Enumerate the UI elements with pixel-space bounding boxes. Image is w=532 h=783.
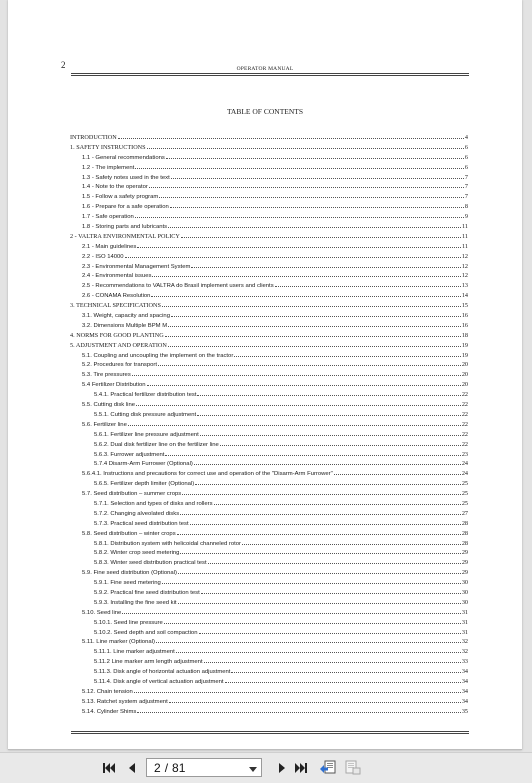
toc-entry-page: 22: [461, 401, 468, 409]
toc-entry-label: 5.6.1. Fertilizer line pressure adjustment: [94, 431, 199, 438]
toc-entry[interactable]: [70, 172, 468, 182]
toc-leader-dots: [151, 290, 460, 297]
toc-leader-dots: [164, 617, 461, 624]
toc-entry[interactable]: [70, 320, 468, 330]
toc-entry[interactable]: [70, 439, 468, 449]
toc-leader-dots: [208, 557, 461, 564]
toc-entry-page: 13: [461, 282, 468, 290]
go-back-view-icon[interactable]: [319, 761, 337, 775]
toc-leader-dots: [168, 221, 461, 228]
toc-leader-dots: [149, 181, 464, 188]
toc-entry[interactable]: [70, 399, 468, 409]
toc-entry-page: 34: [461, 677, 468, 685]
footer-divider: [71, 731, 469, 734]
toc-entry[interactable]: [70, 636, 468, 646]
toc-entry-label: 1.5 - Follow a safety program: [82, 194, 159, 201]
toc-leader-dots: [171, 172, 464, 179]
toc-entry-page: 29: [461, 549, 468, 557]
toc-entry-label: 5.6.4.1. Instructions and precautions for correct use and operation of the "Disarm-Arm Furrower": [82, 471, 333, 478]
toc-entry[interactable]: [70, 152, 468, 162]
last-page-icon[interactable]: [294, 761, 308, 775]
toc-leader-dots: [135, 162, 464, 169]
toc-entry-page: 20: [461, 381, 468, 389]
toc-leader-dots: [136, 399, 461, 406]
toc-entry[interactable]: [70, 468, 468, 478]
toc-leader-dots: [231, 666, 460, 673]
toc-entry[interactable]: [70, 478, 468, 488]
toc-leader-dots: [165, 449, 460, 456]
toc-leader-dots: [166, 152, 464, 159]
toc-entry-page: 25: [461, 490, 468, 498]
toc-entry-page: 16: [461, 321, 468, 329]
chevron-down-icon[interactable]: [249, 763, 257, 777]
toc-entry-label: 5.2. Procedures for transport: [82, 362, 157, 369]
toc-entry-label: 1.7 - Safe operation: [82, 214, 134, 221]
toc-entry[interactable]: [70, 508, 468, 518]
toc-entry[interactable]: [70, 261, 468, 271]
toc-leader-dots: [178, 567, 461, 574]
toc-entry[interactable]: [70, 231, 468, 241]
toc-entry-page: 11: [462, 223, 468, 231]
toc-entry[interactable]: [70, 617, 468, 627]
toc-leader-dots: [132, 369, 461, 376]
toc-entry-page: 19: [461, 341, 468, 349]
toc-leader-dots: [165, 330, 461, 337]
toc-leader-dots: [134, 686, 461, 693]
toc-leader-dots: [197, 409, 461, 416]
toc-entry-page: 30: [461, 588, 468, 596]
toc-entry[interactable]: [70, 201, 468, 211]
toc-entry[interactable]: [70, 449, 468, 459]
toc-entry[interactable]: [70, 627, 468, 637]
toc-entry-label: 1.6 - Prepare for a safe operation: [82, 204, 169, 211]
toc-entry[interactable]: [70, 221, 468, 231]
toc-entry-page: 27: [461, 509, 468, 517]
toc-entry-page: 22: [461, 391, 468, 399]
current-page-value[interactable]: 2: [154, 760, 161, 775]
page-number-field[interactable]: [146, 758, 262, 777]
toc-entry[interactable]: [70, 251, 468, 261]
toc-entry[interactable]: [70, 686, 468, 696]
toc-entry-page: 31: [461, 608, 468, 616]
toc-entry-page: 18: [461, 331, 468, 339]
go-forward-view-icon[interactable]: [344, 761, 362, 775]
toc-leader-dots: [152, 270, 460, 277]
toc-entry-label: 5.11.1. Line marker adjustment: [94, 649, 175, 656]
toc-entry[interactable]: [70, 587, 468, 597]
toc-entry[interactable]: [70, 270, 468, 280]
toc-entry[interactable]: [70, 577, 468, 587]
table-of-contents: [70, 132, 468, 716]
toc-entry-label: 5.13. Ratchet system adjustment: [82, 698, 168, 705]
toc-leader-dots: [156, 636, 461, 643]
toc-entry[interactable]: [70, 369, 468, 379]
toc-leader-dots: [182, 488, 461, 495]
toc-entry[interactable]: [70, 419, 468, 429]
toc-entry[interactable]: [70, 518, 468, 528]
toc-entry-label: 5.1. Coupling and uncoupling the implement on the tractor: [82, 352, 234, 359]
toc-entry-label: 5.8.2. Winter crop seed metering: [94, 550, 180, 557]
toc-entry[interactable]: [70, 310, 468, 320]
toc-entry-label: 5.8.1. Distribution system with helicoidal channeled rotor: [94, 540, 242, 547]
toc-entry-label: 2 - VALTRA ENVIRONMENTAL POLICY: [70, 232, 180, 240]
toc-leader-dots: [158, 359, 461, 366]
toc-leader-dots: [159, 191, 464, 198]
toc-leader-dots: [201, 587, 461, 594]
toc-entry-label: 2.4 - Environmental issues: [82, 273, 152, 280]
toc-entry-page: 6: [464, 143, 468, 151]
toc-entry-page: 29: [461, 569, 468, 577]
header-divider: [71, 73, 469, 76]
toc-entry-label: 5.7.3. Practical seed distribution test: [94, 520, 189, 527]
toc-entry-label: 5.9. Fine seed distribution (Optional): [82, 570, 177, 577]
first-page-icon[interactable]: [102, 761, 116, 775]
toc-entry-page: 30: [461, 598, 468, 606]
toc-entry-page: 16: [461, 312, 468, 320]
toc-entry-page: 20: [461, 361, 468, 369]
total-pages-value: 81: [172, 760, 186, 775]
toc-entry-page: 8: [464, 203, 468, 211]
toc-entry-page: 34: [461, 697, 468, 705]
toc-entry-label: 4. NORMS FOR GOOD PLANTING: [70, 331, 164, 339]
toc-entry[interactable]: [70, 656, 468, 666]
toc-entry-label: 5. ADJUSTMENT AND OPERATION: [70, 341, 167, 349]
toc-entry-label: 5.10.1. Seed line pressure: [94, 619, 163, 626]
toc-leader-dots: [204, 656, 461, 663]
page-number: 2: [61, 60, 66, 70]
toc-leader-dots: [200, 429, 461, 436]
toc-entry-page: 20: [461, 371, 468, 379]
toc-entry-label: 5.14. Cylinder Shims: [82, 708, 137, 715]
toc-leader-dots: [135, 211, 464, 218]
toc-leader-dots: [137, 241, 461, 248]
toc-leader-dots: [137, 706, 460, 713]
toc-leader-dots: [194, 458, 461, 465]
toc-entry-page: 29: [461, 559, 468, 567]
toc-entry-label: 5.5. Cutting disk line: [82, 402, 136, 409]
toc-entry-page: 12: [461, 272, 468, 280]
toc-leader-dots: [180, 547, 460, 554]
toc-entry-label: 1. SAFETY INSTRUCTIONS: [70, 143, 146, 151]
toc-entry[interactable]: [70, 547, 468, 557]
toc-leader-dots: [171, 310, 461, 317]
toc-entry-label: 5.9.2. Practical fine seed distribution test: [94, 589, 200, 596]
toc-leader-dots: [180, 508, 461, 515]
toc-entry-label: 5.8. Seed distribution – winter crops: [82, 530, 176, 537]
toc-entry[interactable]: [70, 162, 468, 172]
toc-entry-page: 22: [461, 420, 468, 428]
toc-entry[interactable]: [70, 567, 468, 577]
toc-entry[interactable]: [70, 557, 468, 567]
toc-leader-dots: [147, 142, 464, 149]
toc-entry-page: 22: [461, 410, 468, 418]
toc-entry-label: 5.5.1. Cutting disk pressure adjustment: [94, 411, 197, 418]
toc-leader-dots: [168, 320, 461, 327]
toc-leader-dots: [162, 300, 461, 307]
toc-entry[interactable]: [70, 646, 468, 656]
toc-entry-page: 33: [461, 658, 468, 666]
toc-leader-dots: [234, 350, 461, 357]
toc-entry-label: 1.4 - Note to the operator: [82, 184, 148, 191]
toc-entry[interactable]: [70, 132, 468, 142]
toc-entry[interactable]: [70, 142, 468, 152]
toc-leader-dots: [197, 389, 460, 396]
page-separator: /: [164, 760, 169, 775]
toc-entry-page: 32: [461, 648, 468, 656]
toc-entry[interactable]: [70, 211, 468, 221]
toc-entry-label: 5.9.1. Fine seed metering: [94, 580, 161, 587]
toc-entry[interactable]: [70, 330, 468, 340]
toc-entry-page: 28: [461, 539, 468, 547]
toc-entry-label: 5.3. Tire pressures: [82, 372, 131, 379]
toc-entry-label: 5.11. Line marker (Optional): [82, 639, 155, 646]
next-page-icon[interactable]: [275, 761, 289, 775]
toc-entry-page: 9: [464, 213, 468, 221]
toc-entry-label: 5.7.1. Selection and types of disks and rollers: [94, 500, 213, 507]
running-header: OPERATOR MANUAL: [236, 66, 294, 72]
toc-entry-page: 24: [461, 470, 468, 478]
toc-entry-label: 1.2 - The implement: [82, 164, 135, 171]
toc-leader-dots: [170, 201, 464, 208]
toc-entry-page: 6: [464, 153, 468, 161]
toc-entry-label: 5.7. Seed distribution – summer crops: [82, 491, 182, 498]
toc-entry-page: 25: [461, 480, 468, 488]
navigation-toolbar: [0, 752, 532, 783]
toc-entry-label: 5.10.2. Seed depth and soil compaction: [94, 629, 198, 636]
toc-entry-page: 35: [461, 707, 468, 715]
toc-entry-page: 6: [464, 163, 468, 171]
toc-leader-dots: [214, 498, 461, 505]
toc-entry-page: 7: [464, 173, 468, 181]
toc-entry-page: 30: [461, 579, 468, 587]
toc-leader-dots: [225, 676, 461, 683]
toc-entry-label: 5.11.2 Line marker arm length adjustment: [94, 659, 203, 666]
toc-entry-label: 5.6.5. Fertilizer depth limiter (Optional): [94, 481, 195, 488]
toc-leader-dots: [118, 132, 464, 139]
toc-entry-label: 5.6.2. Dual disk fertilizer line on the fertilizer line: [94, 441, 219, 448]
toc-entry-page: 4: [464, 134, 468, 141]
toc-title: TABLE OF CONTENTS: [226, 107, 304, 116]
toc-entry[interactable]: [70, 429, 468, 439]
toc-entry[interactable]: [70, 409, 468, 419]
toc-leader-dots: [275, 280, 461, 287]
toc-entry-page: 7: [464, 193, 468, 201]
toc-entry-label: INTRODUCTION: [70, 134, 117, 141]
toc-entry[interactable]: [70, 389, 468, 399]
toc-entry-page: 28: [461, 519, 468, 527]
toc-entry-page: 34: [461, 668, 468, 676]
toc-entry[interactable]: [70, 706, 468, 716]
toc-entry[interactable]: [70, 666, 468, 676]
toc-entry-page: 28: [461, 529, 468, 537]
toc-entry-page: 7: [464, 183, 468, 191]
toc-entry-label: 1.8 - Storing parts and lubricants: [82, 224, 168, 231]
toc-entry-page: 19: [461, 351, 468, 359]
toc-entry[interactable]: [70, 379, 468, 389]
toc-entry-label: 5.4 Fertilizer Distribution: [82, 382, 146, 389]
toc-entry-label: 5.6. Fertilizer line: [82, 421, 127, 428]
toc-entry-page: 15: [461, 302, 468, 310]
toc-entry-page: 32: [461, 638, 468, 646]
toc-entry-page: 11: [462, 232, 468, 240]
toc-leader-dots: [220, 439, 461, 446]
toc-entry[interactable]: [70, 350, 468, 360]
toc-entry[interactable]: [70, 280, 468, 290]
toc-entry-page: 12: [461, 262, 468, 270]
toc-leader-dots: [177, 528, 461, 535]
toc-entry[interactable]: [70, 676, 468, 686]
toc-entry[interactable]: [70, 290, 468, 300]
toc-entry-label: 3.1. Weight, capacity and spacing: [82, 313, 170, 320]
toc-entry-page: 31: [461, 628, 468, 636]
toc-leader-dots: [168, 340, 461, 347]
toc-leader-dots: [176, 646, 461, 653]
toc-entry-page: 14: [461, 292, 468, 300]
toc-leader-dots: [125, 251, 461, 258]
toc-leader-dots: [334, 468, 461, 475]
toc-entry-page: 25: [461, 499, 468, 507]
toc-entry-label: 3.2. Dimensions Multiple BPM M: [82, 322, 168, 329]
toc-entry-label: 5.8.3. Winter seed distribution practical test: [94, 560, 207, 567]
toc-entry-label: 5.9.3. Installing the fine seed kit: [94, 599, 177, 606]
toc-entry[interactable]: [70, 340, 468, 350]
toc-entry-page: 22: [461, 440, 468, 448]
toc-entry-label: 5.6.3. Furrower adjustment: [94, 451, 165, 458]
toc-entry[interactable]: [70, 181, 468, 191]
toc-entry[interactable]: [70, 359, 468, 369]
toc-entry[interactable]: [70, 538, 468, 548]
toc-leader-dots: [169, 696, 461, 703]
toc-entry[interactable]: [70, 488, 468, 498]
toc-leader-dots: [178, 597, 461, 604]
toc-leader-dots: [181, 231, 461, 238]
toc-entry-page: 31: [461, 618, 468, 626]
toc-entry-label: 5.11.4. Disk angle of vertical actuation adjustment: [94, 678, 224, 685]
toc-entry-page: 12: [461, 252, 468, 260]
toc-entry-label: 1.3 - Safety notes used in the text: [82, 174, 170, 181]
toc-entry[interactable]: [70, 696, 468, 706]
toc-entry-label: 2.3 - Environmental Management System: [82, 263, 191, 270]
toc-entry[interactable]: [70, 607, 468, 617]
toc-entry-label: 2.5 - Recommendations to VALTRA do Brasil implement users and clients: [82, 283, 274, 290]
toc-leader-dots: [191, 261, 460, 268]
toc-entry-label: 5.10. Seed line: [82, 609, 122, 616]
toc-entry-page: 22: [461, 430, 468, 438]
toc-entry-label: 3. TECHNICAL SPECIFICATIONS: [70, 302, 161, 310]
toc-entry-page: 24: [461, 460, 468, 468]
toc-entry-label: 2.6 - CONAMA Resolution: [82, 293, 151, 300]
document-page: [8, 0, 522, 750]
toc-entry-label: 5.4.1. Practical fertilizer distribution test: [94, 392, 197, 399]
toc-leader-dots: [162, 577, 461, 584]
toc-entry-page: 34: [461, 687, 468, 695]
toc-leader-dots: [242, 538, 461, 545]
toc-entry[interactable]: [70, 597, 468, 607]
toc-entry-page: 11: [462, 242, 468, 250]
toc-entry[interactable]: [70, 498, 468, 508]
toc-leader-dots: [128, 419, 461, 426]
toc-entry-label: 5.7.4 Disarm-Arm Furrower (Optional): [94, 461, 193, 468]
toc-entry-page: 23: [461, 450, 468, 458]
toc-leader-dots: [122, 607, 461, 614]
toc-leader-dots: [195, 478, 461, 485]
toc-entry-label: 2.2 - ISO 14000: [82, 253, 124, 260]
toc-leader-dots: [199, 627, 461, 634]
toc-entry[interactable]: [70, 300, 468, 310]
previous-page-icon[interactable]: [125, 761, 139, 775]
toc-entry[interactable]: [70, 191, 468, 201]
toc-entry-label: 5.12. Chain tension: [82, 688, 133, 695]
toc-entry-label: 5.11.3. Disk angle of horizontal actuation adjustment: [94, 669, 231, 676]
toc-leader-dots: [147, 379, 461, 386]
toc-entry[interactable]: [70, 458, 468, 468]
toc-entry[interactable]: [70, 241, 468, 251]
toc-entry-label: 2.1 - Main guidelines: [82, 243, 137, 250]
toc-entry-label: 5.7.2. Changing alveolated disks: [94, 510, 180, 517]
toc-entry[interactable]: [70, 528, 468, 538]
toc-leader-dots: [190, 518, 461, 525]
toc-entry-label: 1.1 - General recommendations: [82, 154, 165, 161]
